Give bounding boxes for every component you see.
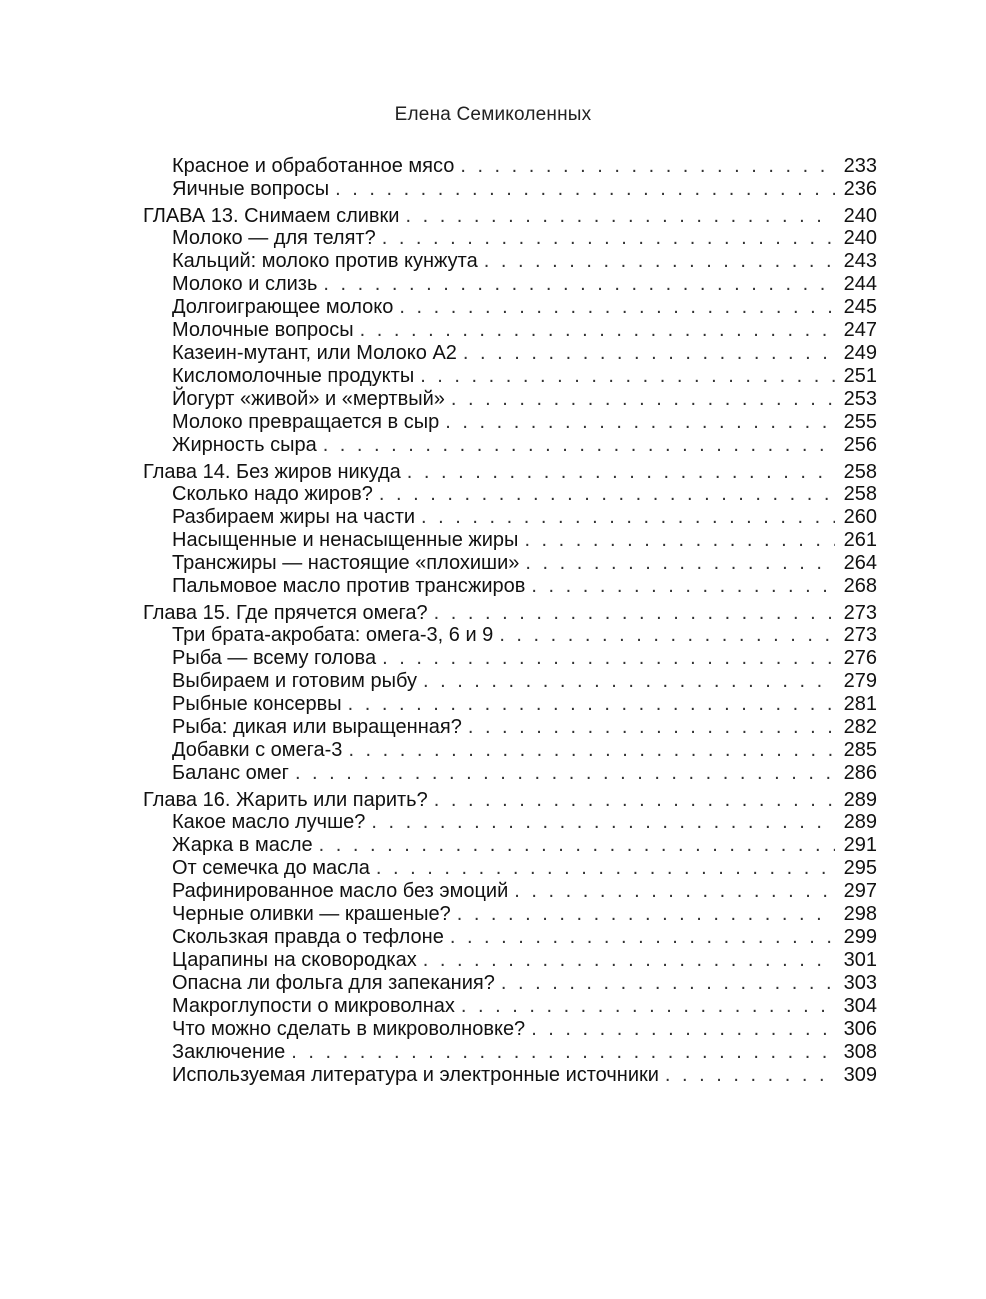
dot-leader bbox=[407, 461, 835, 483]
toc-section-entry bbox=[143, 506, 877, 529]
toc-page-number: 276 bbox=[843, 647, 877, 669]
toc-chapter-entry bbox=[143, 789, 877, 811]
toc-page-number: 289 bbox=[843, 811, 877, 833]
toc-page-number: 273 bbox=[843, 624, 877, 646]
toc-entry-title: Макроглупости о микроволнах bbox=[172, 995, 455, 1017]
toc-entry-title: Красное и обработанное мясо bbox=[172, 155, 455, 177]
toc-page-number: 233 bbox=[843, 155, 877, 177]
dot-leader bbox=[295, 762, 835, 785]
toc-section-entry bbox=[143, 296, 877, 319]
toc-entry-title: Молочные вопросы bbox=[172, 319, 354, 341]
toc-section-entry bbox=[143, 155, 877, 178]
toc-entry-title: Три брата-акробата: омега-3, 6 и 9 bbox=[172, 624, 494, 646]
toc-entry-title: Жарка в масле bbox=[172, 834, 313, 856]
toc-entry-title: Какое масло лучше? bbox=[172, 811, 366, 833]
toc-entry-title: Что можно сделать в микроволновке? bbox=[172, 1018, 526, 1040]
dot-leader bbox=[379, 483, 835, 506]
toc-section-entry bbox=[143, 949, 877, 972]
toc-page-number: 279 bbox=[843, 670, 877, 692]
toc-entry-title: Сколько надо жиров? bbox=[172, 483, 373, 505]
toc-page-number: 256 bbox=[843, 434, 877, 456]
dot-leader bbox=[434, 789, 835, 811]
dot-leader bbox=[525, 552, 835, 575]
toc-entry-title: Пальмовое масло против трансжиров bbox=[172, 575, 526, 597]
toc-entry-title: Молоко и слизь bbox=[172, 273, 318, 295]
toc-entry-title: Рыба — всему голова bbox=[172, 647, 377, 669]
toc-page-number: 249 bbox=[843, 342, 877, 364]
toc-section-entry bbox=[143, 762, 877, 785]
toc-page-number: 253 bbox=[843, 388, 877, 410]
toc-section-entry bbox=[143, 434, 877, 457]
running-head: Елена Семиколенных bbox=[394, 104, 592, 125]
toc-page-number: 258 bbox=[843, 483, 877, 505]
toc-entry-title: Баланс омег bbox=[172, 762, 289, 784]
toc-entry-title: Опасна ли фольга для запекания? bbox=[172, 972, 495, 994]
dot-leader bbox=[420, 365, 835, 388]
toc-page-number: 251 bbox=[843, 365, 877, 387]
toc-entry-title: ГЛАВА 13. Снимаем сливки bbox=[143, 205, 400, 227]
toc-page-number: 240 bbox=[843, 205, 877, 227]
toc-section-entry bbox=[143, 227, 877, 250]
toc-page-number: 291 bbox=[843, 834, 877, 856]
toc-entry-title: Рафинированное масло без эмоций bbox=[172, 880, 509, 902]
dot-leader bbox=[291, 1041, 835, 1064]
toc-page-number: 261 bbox=[843, 529, 877, 551]
toc-page-number: 309 bbox=[843, 1064, 877, 1086]
dot-leader bbox=[382, 227, 835, 250]
toc-section-entry bbox=[143, 273, 877, 296]
toc-section-entry bbox=[143, 342, 877, 365]
toc-entry-title: Кисломолочные продукты bbox=[172, 365, 415, 387]
dot-leader bbox=[319, 834, 835, 857]
dot-leader bbox=[451, 388, 835, 411]
toc-page-number: 247 bbox=[843, 319, 877, 341]
dot-leader bbox=[665, 1064, 835, 1087]
toc-page-number: 281 bbox=[843, 693, 877, 715]
toc-page-number: 285 bbox=[843, 739, 877, 761]
toc-chapter-entry bbox=[143, 205, 877, 227]
toc-entry-title: Царапины на сковородках bbox=[172, 949, 417, 971]
dot-leader bbox=[323, 273, 835, 296]
dot-leader bbox=[434, 602, 835, 624]
dot-leader bbox=[457, 903, 835, 926]
toc-section-entry bbox=[143, 483, 877, 506]
toc-entry-title: Кальций: молоко против кунжута bbox=[172, 250, 478, 272]
dot-leader bbox=[348, 693, 835, 716]
toc-section-entry bbox=[143, 624, 877, 647]
toc-page-number: 297 bbox=[843, 880, 877, 902]
dot-leader bbox=[484, 250, 835, 273]
dot-leader bbox=[450, 926, 835, 949]
toc-entry-title: Рыба: дикая или выращенная? bbox=[172, 716, 462, 738]
dot-leader bbox=[348, 739, 835, 762]
toc-entry-title: Добавки с омега-3 bbox=[172, 739, 343, 761]
dot-leader bbox=[460, 155, 835, 178]
toc-page-number: 304 bbox=[843, 995, 877, 1017]
dot-leader bbox=[335, 178, 835, 201]
toc-section-entry bbox=[143, 1041, 877, 1064]
dot-leader bbox=[423, 949, 835, 972]
toc-chapter-entry bbox=[143, 461, 877, 483]
dot-leader bbox=[499, 624, 835, 647]
dot-leader bbox=[531, 575, 835, 598]
toc-page-number: 264 bbox=[843, 552, 877, 574]
toc-page-number: 286 bbox=[843, 762, 877, 784]
dot-leader bbox=[382, 647, 835, 670]
toc-section-entry bbox=[143, 411, 877, 434]
dot-leader bbox=[524, 529, 835, 552]
toc-section-entry bbox=[143, 365, 877, 388]
dot-leader bbox=[461, 995, 835, 1018]
toc-page-number: 245 bbox=[843, 296, 877, 318]
toc-section-entry bbox=[143, 834, 877, 857]
toc-section-entry bbox=[143, 811, 877, 834]
toc-page-number: 306 bbox=[843, 1018, 877, 1040]
dot-leader bbox=[360, 319, 835, 342]
toc-entry-title: Жирность сыра bbox=[172, 434, 317, 456]
toc-page-number: 244 bbox=[843, 273, 877, 295]
toc-section-entry bbox=[143, 319, 877, 342]
toc-section-entry bbox=[143, 716, 877, 739]
toc-entry-title: Используемая литература и электронные источники bbox=[172, 1064, 659, 1086]
toc-section-entry bbox=[143, 178, 877, 201]
toc-section-entry bbox=[143, 857, 877, 880]
toc-entry-title: Черные оливки — крашеные? bbox=[172, 903, 451, 925]
toc-entry-title: От семечка до масла bbox=[172, 857, 370, 879]
table-of-contents bbox=[143, 155, 877, 1087]
toc-entry-title: Молоко — для телят? bbox=[172, 227, 376, 249]
toc-entry-title: Рыбные консервы bbox=[172, 693, 342, 715]
toc-page-number: 258 bbox=[843, 461, 877, 483]
dot-leader bbox=[376, 857, 835, 880]
toc-entry-title: Глава 15. Где прячется омега? bbox=[143, 602, 428, 624]
dot-leader bbox=[501, 972, 835, 995]
dot-leader bbox=[405, 205, 835, 227]
dot-leader bbox=[468, 716, 835, 739]
toc-section-entry bbox=[143, 739, 877, 762]
dot-leader bbox=[531, 1018, 835, 1041]
toc-entry-title: Йогурт «живой» и «мертвый» bbox=[172, 388, 445, 410]
toc-section-entry bbox=[143, 552, 877, 575]
toc-entry-title: Выбираем и готовим рыбу bbox=[172, 670, 417, 692]
toc-entry-title: Казеин-мутант, или Молоко А2 bbox=[172, 342, 457, 364]
toc-entry-title: Яичные вопросы bbox=[172, 178, 330, 200]
toc-section-entry bbox=[143, 693, 877, 716]
toc-entry-title: Долгоиграющее молоко bbox=[172, 296, 394, 318]
dot-leader bbox=[514, 880, 835, 903]
toc-page-number: 282 bbox=[843, 716, 877, 738]
toc-page-number: 236 bbox=[843, 178, 877, 200]
toc-page-number: 295 bbox=[843, 857, 877, 879]
toc-section-entry bbox=[143, 1018, 877, 1041]
toc-section-entry bbox=[143, 880, 877, 903]
toc-chapter-entry bbox=[143, 602, 877, 624]
toc-section-entry bbox=[143, 388, 877, 411]
toc-section-entry bbox=[143, 529, 877, 552]
toc-section-entry bbox=[143, 972, 877, 995]
dot-leader bbox=[421, 506, 835, 529]
toc-page-number: 301 bbox=[843, 949, 877, 971]
toc-section-entry bbox=[143, 250, 877, 273]
toc-page-number: 243 bbox=[843, 250, 877, 272]
toc-entry-title: Глава 16. Жарить или парить? bbox=[143, 789, 428, 811]
toc-section-entry bbox=[143, 1064, 877, 1087]
toc-entry-title: Глава 14. Без жиров никуда bbox=[143, 461, 401, 483]
toc-entry-title: Трансжиры — настоящие «плохиши» bbox=[172, 552, 520, 574]
dot-leader bbox=[323, 434, 835, 457]
toc-page-number: 298 bbox=[843, 903, 877, 925]
toc-page-number: 308 bbox=[843, 1041, 877, 1063]
dot-leader bbox=[423, 670, 835, 693]
dot-leader bbox=[399, 296, 835, 319]
toc-entry-title: Разбираем жиры на части bbox=[172, 506, 416, 528]
toc-page-number: 268 bbox=[843, 575, 877, 597]
toc-section-entry bbox=[143, 903, 877, 926]
dot-leader bbox=[371, 811, 835, 834]
toc-section-entry bbox=[143, 575, 877, 598]
toc-section-entry bbox=[143, 670, 877, 693]
toc-page-number: 303 bbox=[843, 972, 877, 994]
toc-page-number: 273 bbox=[843, 602, 877, 624]
toc-section-entry bbox=[143, 995, 877, 1018]
toc-entry-title: Насыщенные и ненасыщенные жиры bbox=[172, 529, 519, 551]
dot-leader bbox=[463, 342, 835, 365]
dot-leader bbox=[445, 411, 835, 434]
toc-page-number: 255 bbox=[843, 411, 877, 433]
toc-page-number: 299 bbox=[843, 926, 877, 948]
toc-page-number: 260 bbox=[843, 506, 877, 528]
toc-entry-title: Скользкая правда о тефлоне bbox=[172, 926, 444, 948]
toc-page-number: 240 bbox=[843, 227, 877, 249]
toc-entry-title: Заключение bbox=[172, 1041, 286, 1063]
toc-section-entry bbox=[143, 647, 877, 670]
toc-section-entry bbox=[143, 926, 877, 949]
toc-entry-title: Молоко превращается в сыр bbox=[172, 411, 440, 433]
toc-page-number: 289 bbox=[843, 789, 877, 811]
